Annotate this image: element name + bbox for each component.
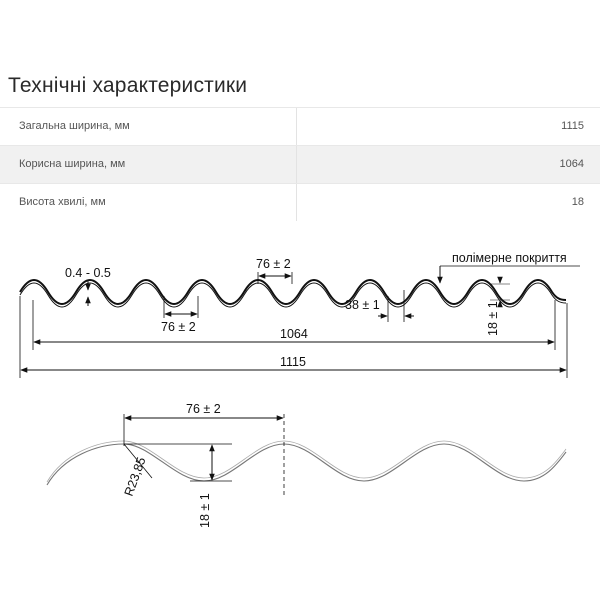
useful-width-label: 1064 — [280, 327, 308, 341]
pitch-detail-label: 76 ± 2 — [186, 402, 221, 416]
spec-label: Висота хвилі, мм — [19, 196, 106, 208]
radius-label: R23,85 — [121, 455, 149, 499]
total-width-label: 1115 — [280, 355, 306, 369]
pitch-bottom-label: 76 ± 2 — [161, 320, 196, 334]
pitch-top-label: 76 ± 2 — [256, 257, 291, 271]
thickness-label: 0.4 - 0.5 — [65, 266, 111, 280]
wave-detail-curve — [47, 444, 566, 485]
coating-label: полімерне покриття — [452, 251, 567, 265]
page-title: Технічні характеристики — [8, 74, 248, 97]
spec-value: 1064 — [559, 158, 584, 170]
crest-width-label: 38 ± 1 — [345, 298, 380, 312]
wave-height-detail-label: 18 ± 1 — [198, 493, 212, 528]
wave-height-right-label: 18 ± 1 — [486, 301, 500, 336]
spec-label: Загальна ширина, мм — [19, 120, 130, 132]
spec-value: 1115 — [561, 120, 584, 132]
spec-label: Корисна ширина, мм — [19, 158, 126, 170]
spec-value: 18 — [571, 196, 584, 208]
sheet-profile-inner — [20, 283, 566, 307]
